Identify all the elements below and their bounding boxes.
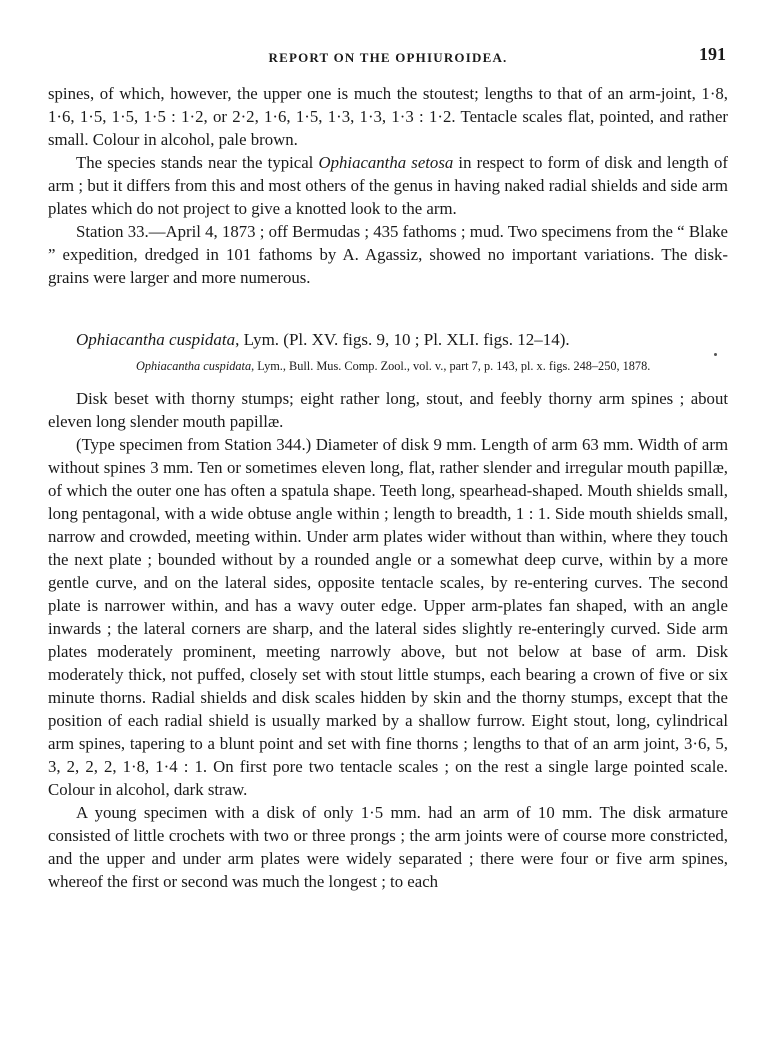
species-heading xyxy=(76,329,728,351)
paragraph-station: Station 33.—April 4, 1873 ; off Bermudas ; 435 fathoms ; mud. Two specimens from the “ Blake ” expedition, dredged in 101 fathoms by A. Agassiz, showed no important variations. The disk-grains were larger and more numerous. xyxy=(48,222,728,287)
paragraph-comparison-text-end: in respect to form of disk and length of arm ; but it differs from this and most others of the genus in having naked radial shields and side arm plates which do not project to give a knotted look to the arm. xyxy=(48,153,729,218)
running-header xyxy=(0,44,776,70)
paragraph-diagnosis: Disk beset with thorny stumps; eight rather long, stout, and feebly thorny arm spines ; about eleven long slender mouth papillæ. xyxy=(48,389,728,431)
page-body xyxy=(48,82,728,893)
paragraph-comparison xyxy=(48,151,728,220)
paragraph-description: (Type specimen from Station 344.) Diameter of disk 9 mm. Length of arm 63 mm. Width of arm without spines 3 mm. Ten or sometimes eleven long, flat, rather slender and irregular mouth papillæ, of which the outer one has often a spatula shape. Teeth long, spearhead-shaped. Mouth shields small, long pentagonal, with a wide obtuse angle within ; length to breadth, 1 : 1. Side mouth shields small, narrow and crowded, meeting within. Under arm plates wider without than within, where they touch the next plate ; bounded without by a rounded angle or a somewhat deep curve, within by a more gentle curve, and on the lateral sides, opposite tentacle scales, by re-entering curves. The second plate is narrower within, and has a wavy outer edge. Upper arm-plates fan shaped, with an angle inwards ; the lateral corners are sharp, and the lateral sides slightly re-enteringly curved. Side arm plates moderately prominent, meeting narrowly above, but not below at base of arm. Disk moderately thick, not puffed, closely set with stout little stumps, each bearing a crown of five or six minute thorns. Radial shields and disk scales hidden by skin and the thorny stumps, except that the position of each radial shield is usually marked by a shallow furrow. Eight stout, long, cylindrical arm spines, tapering to a blunt point and set with fine thorns ; lengths to that of an arm joint, 3·6, 5, 3, 2, 2, 2, 1·8, 1·4 : 1. On first pore two tentacle scales ; on the rest a single large pointed scale. Colour in alcohol, dark straw. xyxy=(48,435,728,799)
synonymy-reference: , Lym., Bull. Mus. Comp. Zool., vol. v., part 7, p. 143, pl. x. figs. 248–250, 1878. xyxy=(251,359,651,373)
page-number: 191 xyxy=(699,44,726,64)
paragraph-comparison-text-start: The species stands near the typical xyxy=(76,153,319,172)
species-name-setosa: Ophiacantha setosa xyxy=(318,153,454,172)
running-title: REPORT ON THE OPHIUROIDEA. xyxy=(268,50,508,65)
print-speck xyxy=(714,353,717,356)
species-heading-reference: , Lym. (Pl. XV. figs. 9, 10 ; Pl. XLI. figs. 12–14). xyxy=(235,330,570,349)
synonymy-name: Ophiacantha cuspidata xyxy=(136,359,252,373)
species-heading-name: Ophiacantha cuspidata xyxy=(76,330,236,349)
synonymy-citation xyxy=(136,357,728,375)
paragraph-young-specimen: A young specimen with a disk of only 1·5 mm. had an arm of 10 mm. The disk armature consisted of little crochets with two or three prongs ; the arm joints were of course more constricted, and the upper and under arm plates were widely separated ; there were four or five arm spines, whereof the first or second was much the longest ; to each xyxy=(48,803,728,891)
paragraph-continued: spines, of which, however, the upper one is much the stoutest; lengths to that of an arm-joint, 1·8, 1·6, 1·5, 1·5, 1·5 : 1·2, or 2·2, 1·6, 1·5, 1·3, 1·3, 1·3 : 1·2. Tentacle scales flat, pointed, and rather small. Colour in alcohol, pale brown. xyxy=(48,84,728,149)
